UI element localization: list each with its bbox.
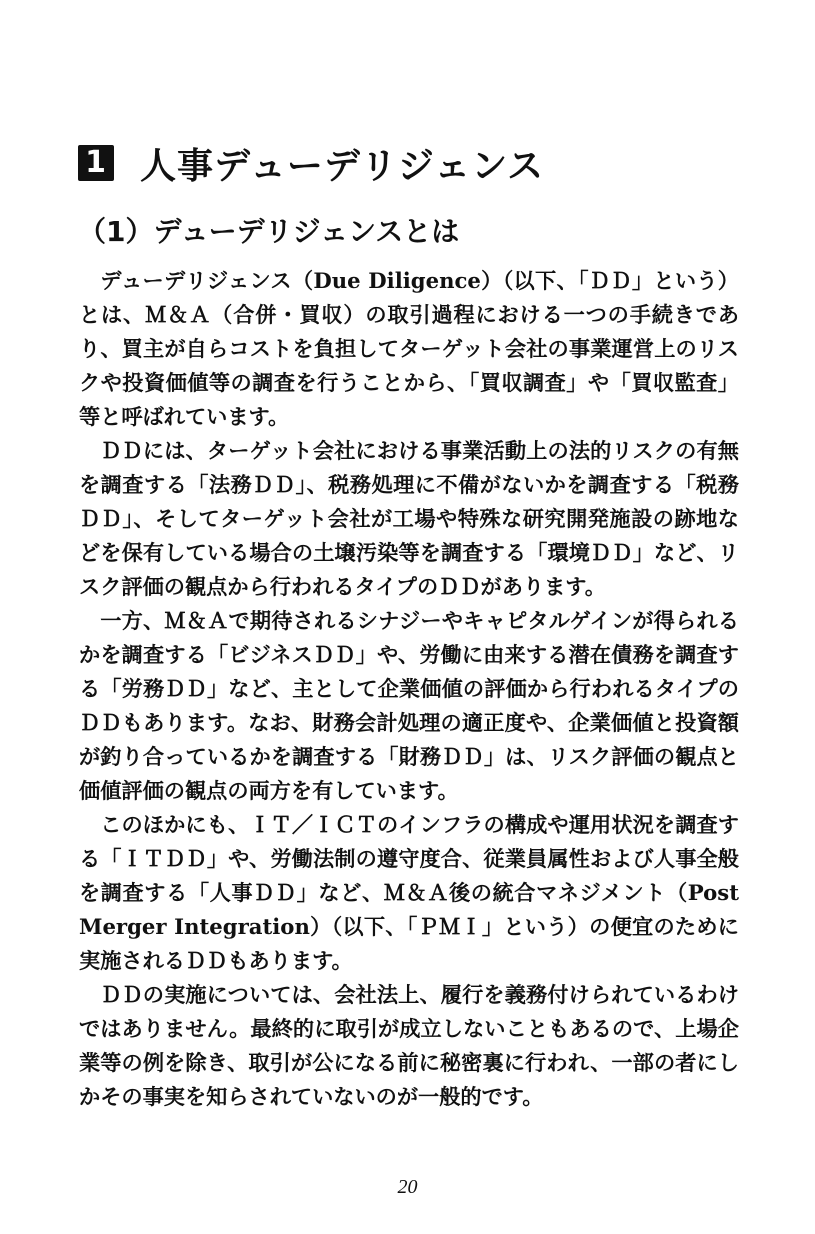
chapter-title: 人事デューデリジェンス — [140, 145, 545, 187]
paragraph: このほかにも、ＩＴ／ＩＣＴのインフラの構成や運用状況を調査する「ＩＴＤＤ」や、労働法制の遵守度合、従業員属性および人事全般を調査する「人事ＤＤ」など、Ｍ＆Ａ後の統合マネジメント（Post Merger Integration）（以下、「ＰＭＩ」という）の便宜のために実施されるＤＤもあります。 — [79, 812, 739, 973]
section-heading: （1）デューデリジェンスとは — [78, 215, 460, 248]
paragraph: 一方、Ｍ＆Ａで期待されるシナジーやキャピタルゲインが得られるかを調査する「ビジネスＤＤ」や、労働に由来する潜在債務を調査する「労務ＤＤ」など、主として企業価値の評価から行われるタイプのＤＤもあります。なお、財務会計処理の適正度や、企業価値と投資額が釣り合っているかを調査する「財務ＤＤ」は、リスク評価の観点と価値評価の観点の両方を有しています。 — [79, 608, 739, 803]
chapter-number-badge: 1 — [78, 145, 114, 181]
page-number: 20 — [397, 1176, 418, 1198]
chapter-heading — [78, 140, 544, 186]
paragraph: ＤＤには、ターゲット会社における事業活動上の法的リスクの有無を調査する「法務ＤＤ」、税務処理に不備がないかを調査する「税務ＤＤ」、そしてターゲット会社が工場や特殊な研究開発施設の跡地などを保有している場合の土壌汚染等を調査する「環境ＤＤ」など、リスク評価の観点から行われるタイプのＤＤがあります。 — [79, 438, 739, 599]
paragraph: ＤＤの実施については、会社法上、履行を義務付けられているわけではありません。最終的に取引が成立しないこともあるので、上場企業等の例を除き、取引が公になる前に秘密裏に行われ、一部の者にしかその事実を知らされていないのが一般的です。 — [79, 982, 739, 1109]
paragraph: デューデリジェンス（Due Diligence）（以下、「ＤＤ」という）とは、Ｍ＆Ａ（合併・買収）の取引過程における一つの手続きであり、買主が自らコストを負担してターゲット会社の事業運営上のリスクや投資価値等の調査を行うことから、「買収調査」や「買収監査」等と呼ばれています。 — [79, 268, 739, 429]
body-text — [79, 264, 739, 1114]
